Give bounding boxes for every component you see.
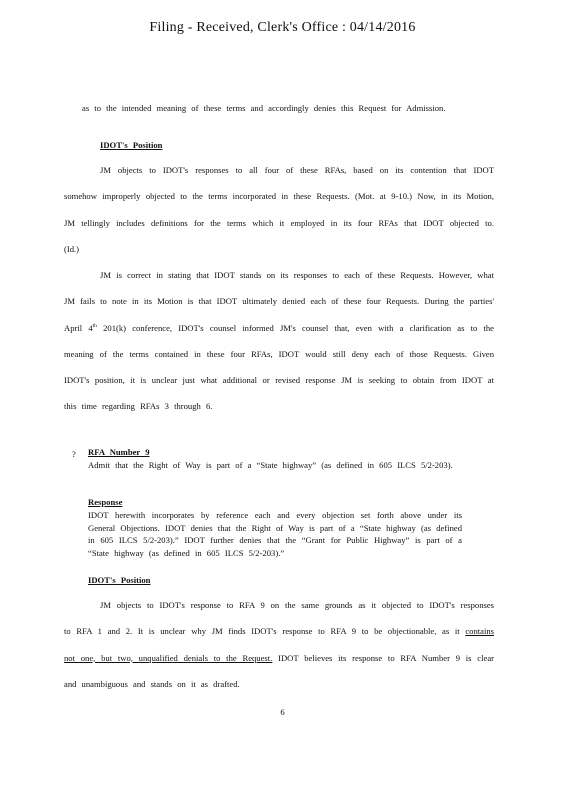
paragraph-rfa-3-6-objection (64, 157, 494, 262)
section-heading-idot-position-2: IDOT's Position (88, 575, 151, 585)
paragraph-text: JM objects to IDOT's responses to all four of these RFAs, based on its contention that IDOT somehow improperly objected to the terms incorporated in these Requests. (Mot. at 9-10.) Now, in its Motion, JM tellingly includes definitions for the terms which it employed in its four RFAs that IDOT objected to. (Id.) (64, 165, 494, 254)
section-heading-idot-position: IDOT's Position (100, 140, 163, 150)
paragraph-text-b: 201(k) conference, IDOT's counsel informed JM's counsel that, even with a clarification as to the meaning of the terms contained in these four RFAs, IDOT would still deny each of those Requests. Given IDOT's position, it is unclear just what additional or revised response JM is seeking to obtain from IDOT at this time regarding RFAs 3 through 6. (64, 322, 494, 412)
paragraph-rfa-9-position (64, 592, 494, 697)
bullet-marker: ? (72, 449, 76, 459)
response-text: IDOT herewith incorporates by reference each and every objection set forth above under its General Objections. IDOT denies that the Right of Way is part of a “State highway (as defined in 605 ILCS 5/2-203).” IDOT further denies that the “Grant for Public Highway” is part of a “State highway (as defined in 605 ILCS 5/2-203).” (88, 510, 462, 558)
carryover-text: as to the intended meaning of these terms and accordingly denies this Request for Admission. (82, 103, 446, 113)
paragraph-rfa-3-6-response (64, 262, 494, 420)
paragraph-text-b: IDOT believes its response to RFA Number 9 is clear and unambiguous and stands on it as drafted. (64, 652, 495, 689)
paragraph-text-a: JM objects to IDOT's response to RFA 9 on the same grounds as it objected to IDOT's responses to RFA 1 and 2. It is unclear why JM finds IDOT's response to RFA 9 to be objectionable, as it (64, 600, 494, 637)
rfa-9-request-text: Admit that the Right of Way is part of a “State highway” (as defined in 605 ILCS 5/2-203). (88, 460, 453, 470)
response-heading: Response (88, 497, 123, 507)
filing-header: Filing - Received, Clerk's Office : 04/14/2016 (149, 20, 416, 35)
paragraph-text-a: JM is correct in stating that IDOT stands on its responses to each of these Requests. However, what JM fails to note in its Motion is that IDOT ultimately denied each of these four Requests. During the parties' April 4 (64, 270, 494, 333)
page-number: 6 (280, 707, 285, 717)
underlined-denials-text: contains not one, but two, unqualified denials to the Request. (64, 626, 494, 663)
rfa-number-heading: RFA Number 9 (88, 447, 150, 457)
superscript-th: th (92, 322, 97, 329)
